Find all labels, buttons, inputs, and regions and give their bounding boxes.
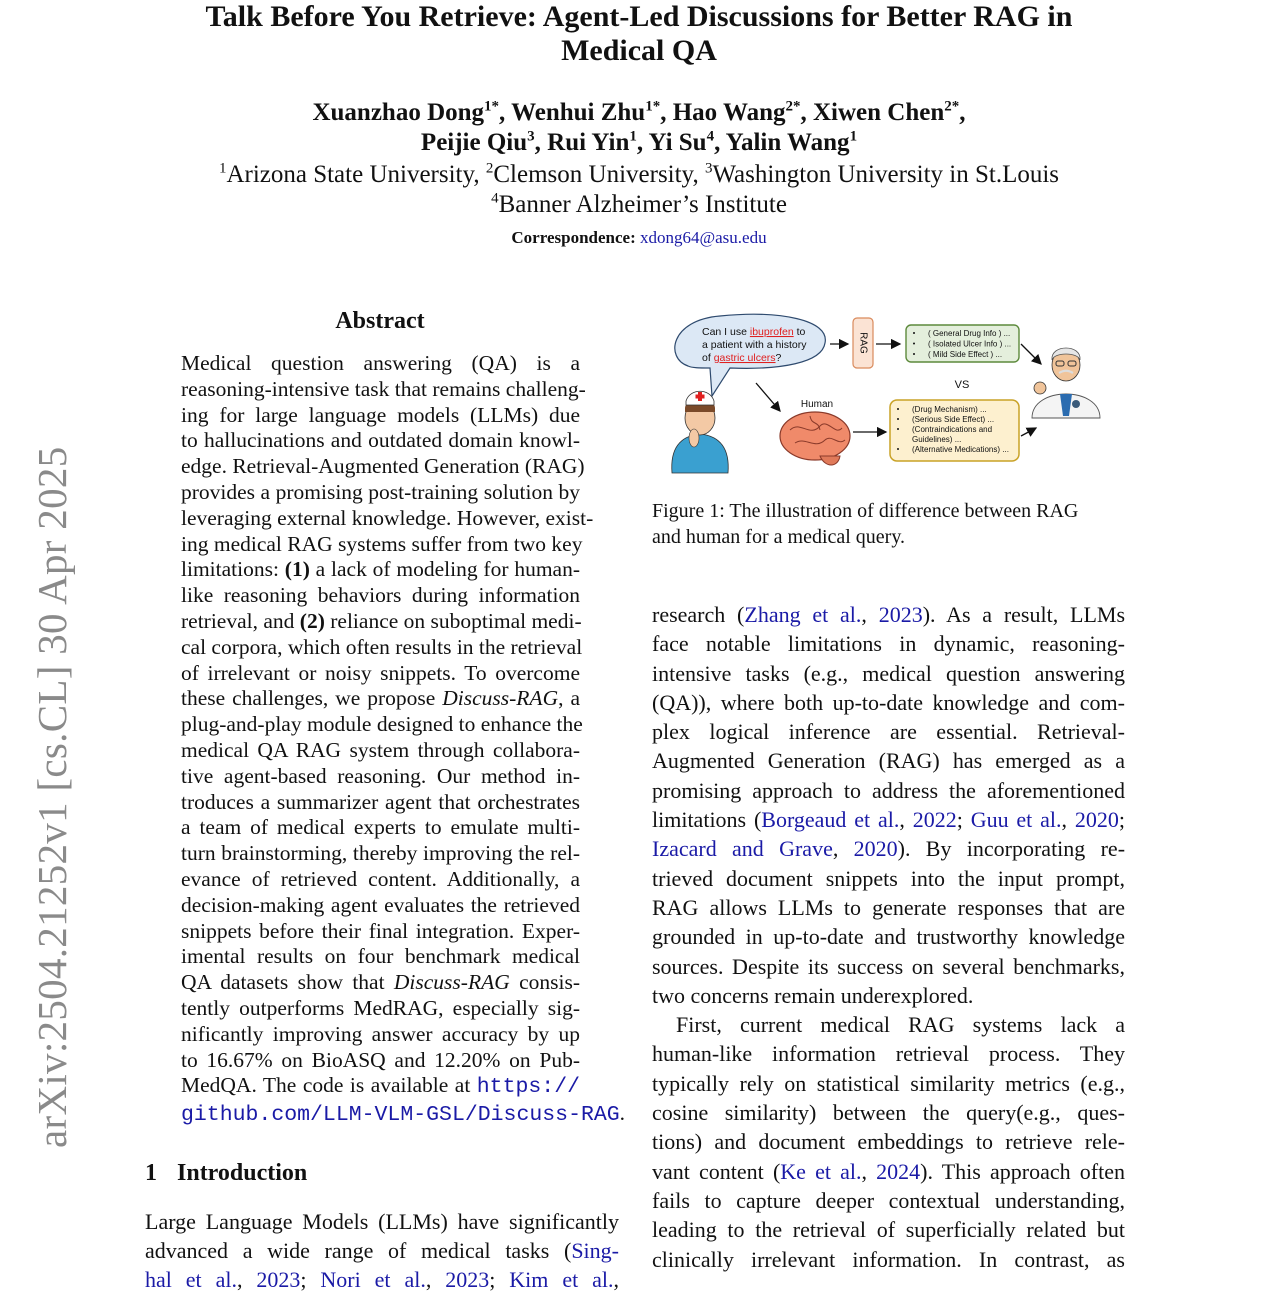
body-text-line: advanced a wide range of medical tasks (Sing- xyxy=(145,1238,619,1263)
abstract-heading: Abstract xyxy=(335,308,425,334)
query-text-line: a patient with a history xyxy=(702,339,807,351)
author-name: Yalin Wang xyxy=(725,129,850,156)
body-text-line: (QA)), where both up-to-date knowledge and com- xyxy=(652,689,1125,715)
list-item: (Contraindications and xyxy=(912,425,993,434)
section-title: Introduction xyxy=(177,1160,308,1186)
citation-link[interactable]: 2024 xyxy=(876,1158,921,1184)
introduction-left-column xyxy=(145,1207,619,1294)
citation-link[interactable]: Guu et al. xyxy=(970,807,1062,833)
correspondence xyxy=(0,228,1278,248)
body-text-line: grounded in up-to-date and trustworthy knowledge xyxy=(652,924,1125,950)
author-name: Xuanzhao Dong xyxy=(312,99,485,126)
abstract-line: leveraging external knowledge. However, exist- xyxy=(181,505,594,530)
bullet-icon xyxy=(897,408,899,410)
arrow-icon xyxy=(1021,344,1041,364)
author-name: Xiwen Chen xyxy=(813,99,945,126)
brain-icon xyxy=(780,412,850,465)
abstract-line: plug-and-play module designed to enhance the xyxy=(181,712,583,737)
abstract-line: a team of medical experts to emulate multi- xyxy=(181,815,580,840)
abstract-line: provides a promising post-training solution by xyxy=(181,479,580,504)
bullet-icon xyxy=(913,343,915,345)
abstract-line: QA datasets show that Discuss-RAG consis- xyxy=(181,970,580,995)
body-text-line: sources. Despite its success on several benchmarks, xyxy=(652,953,1125,979)
code-url-link[interactable]: github.com/LLM-VLM-GSL/Discuss-RAG xyxy=(181,1103,620,1128)
rag-label: RAG xyxy=(857,332,869,354)
query-text-line: of gastric ulcers? xyxy=(702,352,782,364)
method-name: Discuss-RAG xyxy=(393,970,510,995)
abstract-line: imental results on four benchmark medical xyxy=(181,944,580,969)
body-text-line: human-like information retrieval process. They xyxy=(652,1041,1125,1067)
body-text-line: cosine similarity) between the query(e.g., ques- xyxy=(652,1100,1125,1126)
body-text-line: Large Language Models (LLMs) have significantly xyxy=(145,1209,619,1234)
human-label: Human xyxy=(800,399,834,410)
body-text-line: RAG allows LLMs to generate responses that are xyxy=(652,894,1125,920)
body-text-line: leading to the retrieval of superficially related but xyxy=(652,1217,1125,1243)
title-line: Talk Before You Retrieve: Agent-Led Discussions for Better RAG in xyxy=(205,0,1073,33)
affiliation-marker: 3 xyxy=(704,160,713,177)
paper-title xyxy=(0,0,1278,68)
affiliation-marker: 1* xyxy=(645,98,661,115)
citation-link[interactable]: 2022 xyxy=(912,807,957,833)
affiliation-marker: 2 xyxy=(485,160,494,177)
correspondence-email-link[interactable]: xdong64@asu.edu xyxy=(639,228,767,247)
list-item: (Alternative Medications) ... xyxy=(912,445,1009,454)
bold-text: (1) xyxy=(284,557,310,582)
citation-link[interactable]: Ke et al. xyxy=(780,1158,862,1184)
abstract-body xyxy=(181,351,626,1129)
abstract-line: nificantly improving answer accuracy by up xyxy=(181,1021,580,1046)
affiliation-marker: 1* xyxy=(484,98,500,115)
list-item: ( Mild Side Effect ) ... xyxy=(928,350,1003,359)
affiliation-marker: 1 xyxy=(629,128,637,145)
query-text-line: Can I use ibuprofen to xyxy=(702,326,806,338)
body-text-line: tions) and document embeddings to retrieve rele- xyxy=(652,1129,1125,1155)
affiliation-marker: 2* xyxy=(785,98,801,115)
abstract-line: snippets before their final integration. Exper- xyxy=(181,918,580,943)
abstract-line: retrieval, and (2) reliance on suboptimal medi- xyxy=(181,608,582,633)
section-heading-introduction xyxy=(145,1160,307,1187)
caption-line: and human for a medical query. xyxy=(652,526,906,548)
abstract-line: evance of retrieved content. Additionally, a xyxy=(181,866,580,891)
abstract-line: limitations: (1) a lack of modeling for human- xyxy=(181,557,580,582)
bullet-icon xyxy=(913,353,915,355)
introduction-right-column xyxy=(652,600,1125,1274)
citation-link[interactable]: Izacard and Grave xyxy=(652,836,833,862)
abstract-line: to hallucinations and outdated domain knowl- xyxy=(181,428,580,453)
abstract-line: medical QA RAG system through collabora- xyxy=(181,737,580,762)
author-line: Xuanzhao Dong$^{1*}$, Wenhui Zhu$^{1*}$, Hao Wang$^{2*}$, Xiwen Chen$^{2*}$, xyxy=(312,98,966,126)
abstract-line: reasoning-intensive task that remains challeng- xyxy=(181,376,586,401)
abstract-line: cal corpora, which often results in the retrieval xyxy=(181,634,583,659)
body-text-line: face notable limitations in dynamic, reasoning- xyxy=(652,631,1125,657)
bullet-icon xyxy=(897,428,899,430)
body-text-line: hal et al., 2023; Nori et al., 2023; Kim et al., xyxy=(145,1267,619,1292)
affiliation-name: Banner Alzheimer’s Institute xyxy=(498,191,787,218)
author-name: Wenhui Zhu xyxy=(511,99,646,126)
affiliation-marker: 2* xyxy=(944,98,960,115)
abstract-line: like reasoning behaviors during information xyxy=(181,583,580,608)
section-number: 1 xyxy=(145,1160,157,1186)
citation-link[interactable]: 2023 xyxy=(256,1267,301,1292)
affiliation-line xyxy=(0,190,1278,220)
citation-link[interactable]: Nori et al. xyxy=(320,1267,426,1292)
abstract-line: tive agent-based reasoning. Our method in- xyxy=(181,763,580,788)
correspondence-label: Correspondence: xyxy=(511,228,636,247)
abstract-line: troduces a summarizer agent that orchestrates xyxy=(181,789,580,814)
list-item: ( Isolated Ulcer Info ) ... xyxy=(928,339,1012,349)
body-text-line: fails to capture deeper contextual understanding, xyxy=(652,1187,1125,1213)
speech-bubble xyxy=(675,314,826,396)
citation-link[interactable]: hal et al. xyxy=(145,1267,237,1292)
affiliation-name: Washington University in St.Louis xyxy=(712,161,1060,188)
citation-link[interactable]: 2020 xyxy=(1074,807,1119,833)
abstract-line: MedQA. The code is available at https:// xyxy=(181,1073,580,1100)
abstract-line: tently outperforms MedRAG, especially sig- xyxy=(181,995,580,1020)
nurse-icon xyxy=(672,391,729,473)
abstract-line: edge. Retrieval-Augmented Generation (RAG) xyxy=(181,454,585,479)
figure-1-illustration xyxy=(660,308,1120,480)
citation-link[interactable]: 2020 xyxy=(853,836,898,862)
affiliation-marker: 4 xyxy=(706,128,715,145)
affiliation-marker: 1 xyxy=(218,160,227,177)
abstract-line: ing for large language models (LLMs) due xyxy=(181,402,580,427)
bullet-icon xyxy=(897,448,899,450)
body-text-line: First, current medical RAG systems lack a xyxy=(676,1012,1125,1038)
bullet-icon xyxy=(897,418,899,420)
body-text-line: intensive tasks (e.g., medical question answering xyxy=(652,660,1125,686)
body-text-line: research (Zhang et al., 2023). As a result, LLMs xyxy=(652,602,1125,627)
citation-link[interactable]: Kim et al. xyxy=(509,1267,614,1292)
human-results-box xyxy=(890,400,1019,461)
vs-label: VS xyxy=(954,379,970,391)
abstract-line: turn brainstorming, thereby improving the rel- xyxy=(181,841,580,866)
abstract-line: decision-making agent evaluates the retrieved xyxy=(181,892,580,917)
list-item: (Drug Mechanism) ... xyxy=(912,405,987,414)
affiliation-marker: 3 xyxy=(527,128,535,145)
bullet-icon xyxy=(913,332,915,334)
list-item: Guidelines) ... xyxy=(912,435,962,444)
code-url-link[interactable]: https:// xyxy=(476,1075,580,1100)
affiliation-name: Arizona State University xyxy=(226,161,474,188)
affiliation-marker: 1 xyxy=(849,128,858,145)
affiliations xyxy=(0,160,1278,220)
arxiv-identifier-stamp: arXiv:2504.21252v1 [cs.CL] 30 Apr 2025 xyxy=(29,446,75,1148)
affiliation-name: Clemson University xyxy=(493,161,693,188)
citation-link[interactable]: Zhang et al. xyxy=(744,602,862,627)
author-line: Peijie Qiu$^3$, Rui Yin$^1$, Yi Su$^4$, Yalin Wang$^1$ xyxy=(420,128,858,156)
list-item: (Serious Side Effect) ... xyxy=(912,415,995,424)
body-text-line: plex logical inference are essential. Retrieval- xyxy=(652,719,1125,745)
author-name: Peijie Qiu xyxy=(420,129,528,156)
abstract-line: these challenges, we propose Discuss-RAG, a xyxy=(181,686,580,711)
affiliation-marker: 4 xyxy=(491,190,499,207)
arrow-icon xyxy=(756,383,780,411)
body-text-line: limitations (Borgeaud et al., 2022; Guu et al., 2020; xyxy=(652,807,1125,833)
method-name: Discuss-RAG xyxy=(442,686,559,711)
body-text-line: trieved document snippets into the input prompt, xyxy=(652,865,1125,891)
doctor-icon xyxy=(1032,348,1100,418)
rag-results-box xyxy=(906,325,1019,362)
caption-line: Figure 1: The illustration of difference between RAG xyxy=(652,500,1079,522)
abstract-line: ing medical RAG systems suffer from two key xyxy=(181,531,583,556)
abstract-line: of irrelevant or noisy snippets. To overcome xyxy=(181,660,580,685)
citation-link[interactable]: Sing- xyxy=(571,1238,619,1263)
body-text-line: two concerns remain underexplored. xyxy=(652,982,974,1008)
title-line: Medical QA xyxy=(561,34,717,67)
body-text-line: clinically irrelevant information. In contrast, as xyxy=(652,1246,1125,1272)
affiliation-line: $^1$Arizona State University, $^2$Clemson University, $^3$Washington University in St.Louis xyxy=(218,160,1060,188)
rag-module-box xyxy=(853,318,873,368)
citation-link[interactable]: 2023 xyxy=(445,1267,490,1292)
citation-link[interactable]: 2023 xyxy=(878,602,923,627)
abstract-line: Medical question answering (QA) is a xyxy=(181,351,580,375)
body-text-line: promising approach to address the aforementioned xyxy=(652,777,1125,803)
body-text-line: typically rely on statistical similarity metrics (e.g., xyxy=(652,1070,1125,1096)
figure-1-caption xyxy=(652,498,1127,550)
author-name: Hao Wang xyxy=(672,99,786,126)
body-text-line: vant content (Ke et al., 2024). This approach often xyxy=(652,1158,1125,1184)
arrow-icon xyxy=(1021,428,1036,436)
author-name: Yi Su xyxy=(648,129,707,156)
body-text-line: Izacard and Grave, 2020). By incorporating re- xyxy=(652,836,1126,862)
body-text-line: Augmented Generation (RAG) has emerged as a xyxy=(652,748,1125,774)
author-list xyxy=(0,98,1278,158)
author-name: Rui Yin xyxy=(547,129,630,156)
abstract-line: github.com/LLM-VLM-GSL/Discuss-RAG. xyxy=(181,1101,626,1128)
list-item: ( General Drug Info ) ... xyxy=(928,329,1011,338)
bold-text: (2) xyxy=(299,608,325,633)
abstract-line: to 16.67% on BioASQ and 12.20% on Pub- xyxy=(181,1047,580,1072)
citation-link[interactable]: Borgeaud et al. xyxy=(761,807,900,833)
